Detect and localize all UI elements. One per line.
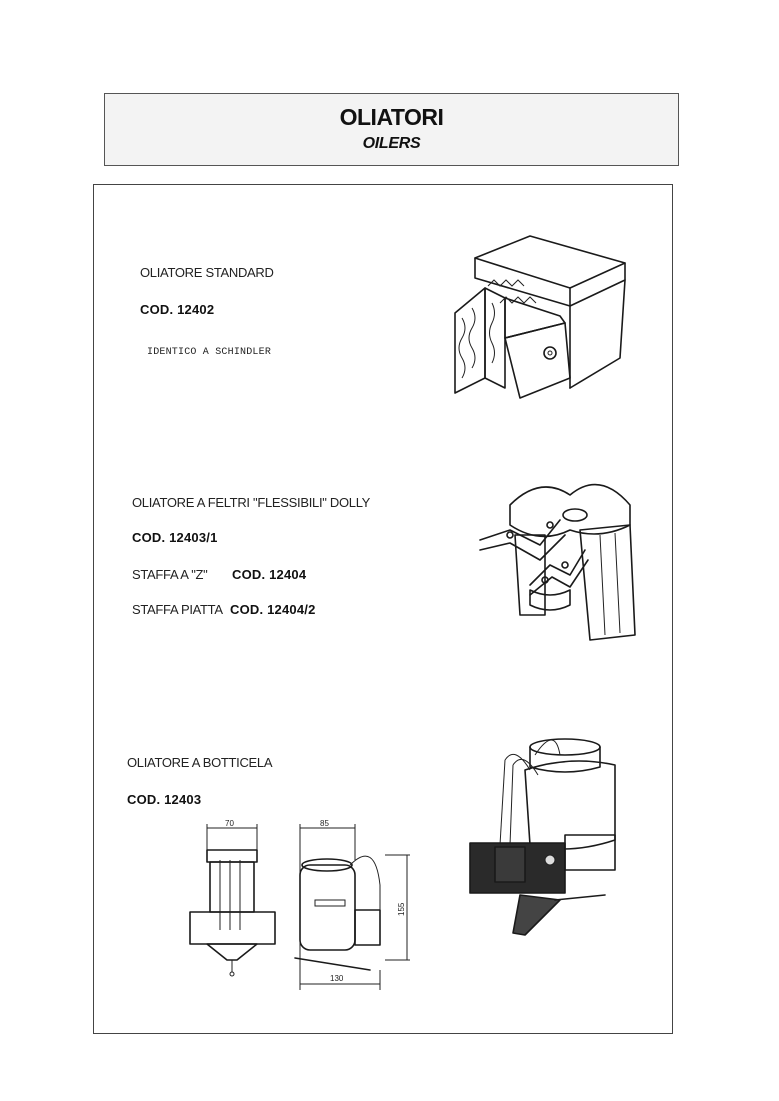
- bracket-z-label: STAFFA A "Z": [132, 567, 208, 582]
- page-title: OLIATORI: [339, 104, 444, 130]
- dim-base: 130: [330, 974, 344, 983]
- title-box: [104, 93, 679, 166]
- product-name-dolly: OLIATORE A FELTRI "FLESSIBILI" DOLLY: [132, 495, 371, 510]
- page-subtitle: OILERS: [362, 135, 421, 152]
- product-name-standard: OLIATORE STANDARD: [140, 265, 274, 280]
- bracket-flat-code: COD. 12404/2: [230, 602, 316, 617]
- bracket-z-code: COD. 12404: [232, 567, 307, 582]
- oiler-bottle-technical-drawing: [185, 820, 420, 998]
- oiler-standard-illustration: [440, 228, 635, 413]
- dim-height: 155: [397, 902, 406, 916]
- product-code-bottle: COD. 12403: [127, 792, 202, 807]
- dim-front-width: 70: [225, 820, 234, 828]
- dim-side-width: 85: [320, 820, 329, 828]
- product-code-dolly: COD. 12403/1: [132, 530, 218, 545]
- bracket-flat-label: STAFFA PIATTA: [132, 602, 223, 617]
- product-code-standard: COD. 12402: [140, 302, 215, 317]
- product-name-bottle: OLIATORE A BOTTICELA: [127, 755, 273, 770]
- oiler-dolly-illustration: [470, 465, 650, 655]
- product-note-standard: IDENTICO A SCHINDLER: [147, 347, 272, 358]
- oiler-bottle-illustration: [465, 735, 645, 945]
